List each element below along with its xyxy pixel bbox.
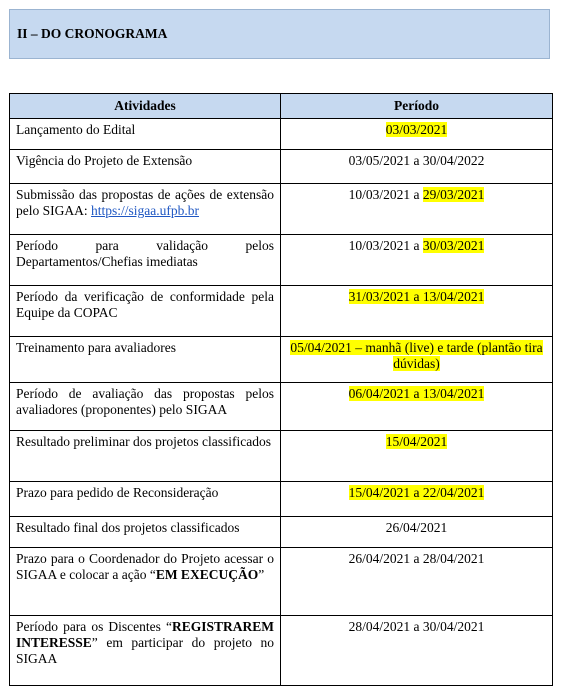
activity-cell: Período de avaliação das propostas pelos avaliadores (proponentes) pelo SIGAA — [10, 383, 281, 431]
table-row — [10, 383, 553, 431]
table-row — [10, 482, 553, 517]
period-cell — [281, 337, 553, 383]
period-cell: 26/04/2021 — [281, 517, 553, 548]
table-row — [10, 235, 553, 286]
table-row — [10, 337, 553, 383]
activity-cell: Vigência do Projeto de Extensão — [10, 150, 281, 184]
table-row — [10, 286, 553, 337]
highlighted-date: 31/03/2021 a 13/04/2021 — [348, 289, 485, 304]
highlighted-date: 30/03/2021 — [422, 238, 485, 253]
period-cell — [281, 119, 553, 150]
schedule-table — [9, 93, 553, 686]
table-row — [10, 616, 553, 686]
activity-cell: Prazo para pedido de Reconsideração — [10, 482, 281, 517]
table-row — [10, 431, 553, 482]
period-cell — [281, 431, 553, 482]
highlighted-date: 29/03/2021 — [422, 187, 485, 202]
header-period: Período — [281, 94, 553, 119]
activity-cell: Prazo para o Coordenador do Projeto acessar o SIGAA e colocar a ação “EM EXECUÇÃO” — [10, 548, 281, 616]
table-row — [10, 517, 553, 548]
period-cell: 28/04/2021 a 30/04/2021 — [281, 616, 553, 686]
section-title-text: II – DO CRONOGRAMA — [17, 26, 168, 41]
highlighted-date: 06/04/2021 a 13/04/2021 — [348, 386, 485, 401]
activity-cell: Resultado preliminar dos projetos classificados — [10, 431, 281, 482]
activity-cell: Período para validação pelos Departamentos/Chefias imediatas — [10, 235, 281, 286]
table-row — [10, 119, 553, 150]
highlighted-date: 15/04/2021 — [385, 434, 448, 449]
status-emphasis: REGISTRAREM INTERESSE — [16, 619, 274, 650]
highlighted-date: 05/04/2021 – manhã (live) e tarde (plantão tira dúvidas) — [290, 340, 543, 371]
period-cell: 26/04/2021 a 28/04/2021 — [281, 548, 553, 616]
activity-cell: Submissão das propostas de ações de extensão pelo SIGAA: https://sigaa.ufpb.br — [10, 184, 281, 235]
sigaa-link[interactable]: https://sigaa.ufpb.br — [91, 203, 199, 218]
activity-cell: Lançamento do Edital — [10, 119, 281, 150]
period-cell — [281, 286, 553, 337]
highlighted-date: 03/03/2021 — [385, 122, 448, 137]
status-emphasis: EM EXECUÇÃO — [155, 567, 259, 582]
section-title — [9, 9, 550, 59]
header-activities: Atividades — [10, 94, 281, 119]
period-cell: 10/03/2021 a 29/03/2021 — [281, 184, 553, 235]
period-cell — [281, 482, 553, 517]
period-cell: 10/03/2021 a 30/03/2021 — [281, 235, 553, 286]
period-cell — [281, 383, 553, 431]
table-header-row — [10, 94, 553, 119]
table-row — [10, 150, 553, 184]
activity-cell: Período para os Discentes “REGISTRAREM INTERESSE” em participar do projeto no SIGAA — [10, 616, 281, 686]
highlighted-date: 15/04/2021 a 22/04/2021 — [348, 485, 485, 500]
activity-cell: Resultado final dos projetos classificados — [10, 517, 281, 548]
table-row — [10, 184, 553, 235]
activity-cell: Período da verificação de conformidade pela Equipe da COPAC — [10, 286, 281, 337]
period-cell: 03/05/2021 a 30/04/2022 — [281, 150, 553, 184]
table-row — [10, 548, 553, 616]
activity-cell: Treinamento para avaliadores — [10, 337, 281, 383]
